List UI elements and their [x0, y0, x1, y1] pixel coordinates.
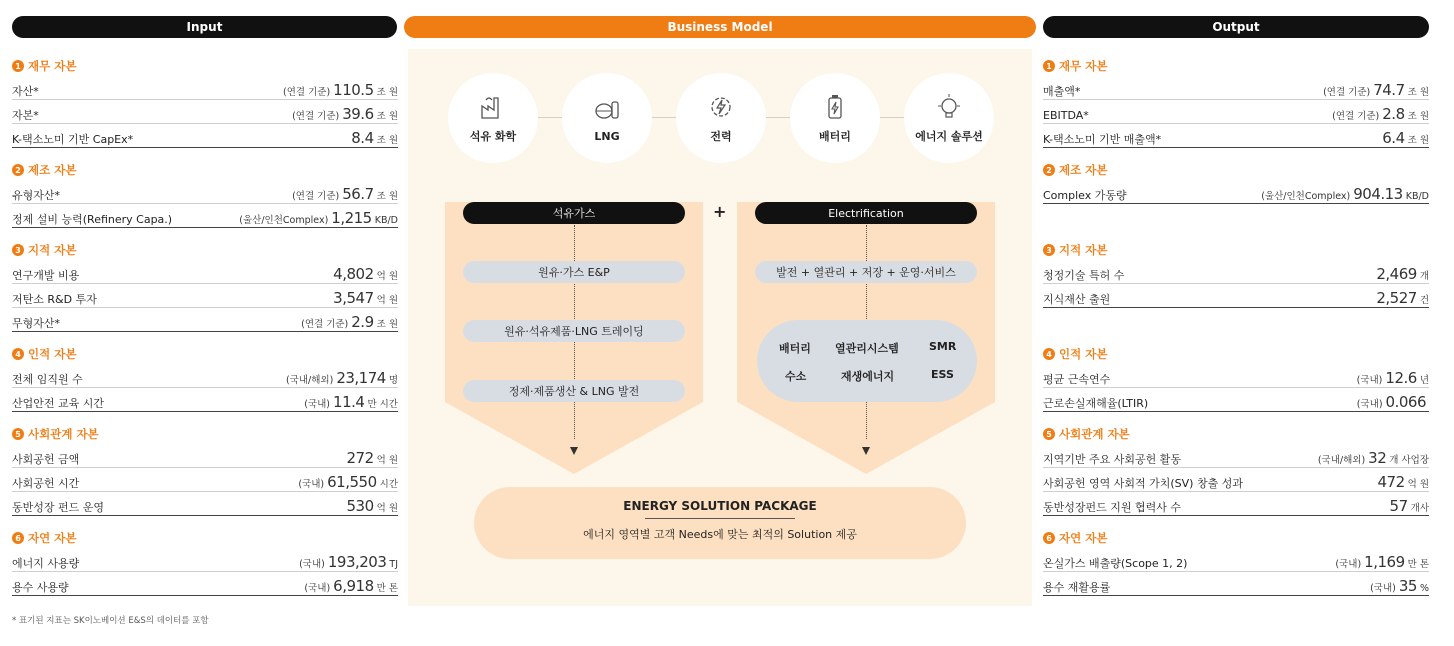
metric-qualifier: (연결 기준) [1332, 111, 1380, 122]
metric-label: 사회공헌 영역 사회적 가치(SV) 창출 성과 [1043, 477, 1243, 490]
metric-row [12, 308, 398, 332]
section-number-badge: 2 [12, 164, 24, 176]
capital-section [12, 528, 398, 596]
metric-label: K-택소노미 기반 CapEx* [12, 133, 134, 146]
metric-unit: 조 원 [376, 87, 398, 98]
tech-item: ESS [931, 368, 954, 381]
section-number-badge: 6 [1043, 532, 1055, 544]
metric-unit: 만 톤 [1407, 559, 1429, 570]
metric-value: 1,215 [331, 209, 372, 227]
metric-value-group [1357, 369, 1429, 387]
section-number-badge: 4 [1043, 348, 1055, 360]
metric-value-group [1374, 473, 1429, 491]
metric-row [1043, 364, 1429, 388]
metric-value: 12.6 [1385, 369, 1417, 387]
metric-label: 지식재산 출원 [1043, 293, 1111, 306]
metric-label: 연구개발 비용 [12, 269, 80, 282]
metric-qualifier: (연결 기준) [292, 191, 340, 202]
metric-row [1043, 388, 1429, 412]
metric-unit: 억 원 [376, 271, 398, 282]
arrow-down-icon [570, 447, 578, 455]
metric-label: 정제 설비 능력(Refinery Capa.) [12, 213, 173, 226]
metric-qualifier: (국내/해외) [1317, 455, 1366, 466]
circle-label: 석유 화학 [469, 130, 517, 143]
metric-row [12, 572, 398, 596]
metric-qualifier: (국내) [1370, 583, 1396, 594]
arrow-down-icon [862, 447, 870, 455]
metric-unit: KB/D [374, 215, 398, 226]
metric-value: 0.066 [1385, 393, 1426, 411]
circle-label: LNG [594, 129, 620, 143]
section-title-text: 지적 자본 [28, 243, 77, 257]
metric-row [1043, 492, 1429, 516]
section-title-text: 자연 자본 [1059, 531, 1108, 545]
section-title [12, 240, 398, 260]
metric-unit: 개 사업장 [1389, 455, 1429, 466]
lightbulb-icon [934, 92, 964, 122]
metric-value-group [301, 313, 398, 331]
metric-value: 472 [1377, 473, 1405, 491]
metric-value: 61,550 [327, 473, 377, 491]
metric-value: 2.9 [351, 313, 374, 331]
section-title [12, 344, 398, 364]
metric-unit: % [1419, 583, 1429, 594]
metric-value: 1,169 [1364, 553, 1405, 571]
metric-unit: 만 시간 [367, 399, 398, 410]
section-number-badge: 6 [12, 532, 24, 544]
metric-value: 23,174 [336, 369, 386, 387]
business-model-header: Business Model [404, 16, 1036, 38]
metric-unit: KB/D [1405, 191, 1429, 202]
metric-value: 6,918 [333, 577, 374, 595]
step-ep: 원유·가스 E&P [463, 261, 685, 283]
metric-qualifier: (국내) [1335, 559, 1362, 570]
capital-section [1043, 344, 1429, 412]
section-number-badge: 1 [12, 60, 24, 72]
metric-value: 110.5 [333, 81, 374, 99]
metric-unit: 억 원 [376, 503, 398, 514]
metric-label: 청정기술 특허 수 [1043, 269, 1125, 282]
metric-unit: 개 [1419, 271, 1429, 282]
metric-row [12, 204, 398, 228]
metric-row [1043, 548, 1429, 572]
metric-unit: 명 [388, 375, 398, 386]
metric-unit: 억 원 [376, 295, 398, 306]
metric-label: 자본* [12, 109, 39, 122]
section-title [1043, 528, 1429, 548]
circle-label: 배터리 [819, 130, 851, 143]
metric-row [12, 492, 398, 516]
factory-icon [478, 92, 508, 122]
lng-tank-icon [592, 94, 622, 124]
metric-label: 사회공헌 금액 [12, 453, 80, 466]
circle-label: 에너지 솔루션 [915, 130, 983, 143]
metric-qualifier: (연결 기준) [301, 319, 349, 330]
metric-value-group [299, 553, 398, 571]
metric-row [12, 284, 398, 308]
footnote: * 표기된 지표는 SK이노베이션 E&S의 데이터를 포함 [12, 616, 209, 626]
metric-value: 57 [1389, 497, 1408, 515]
plus-sign: + [713, 202, 727, 221]
step-refining: 정제·제품생산 & LNG 발전 [463, 380, 685, 402]
circle-energy-solution [904, 73, 994, 163]
metric-label: 전체 임직원 수 [12, 373, 83, 386]
metric-unit: 건 [1419, 295, 1429, 306]
section-title [12, 160, 398, 180]
metric-unit: 억 원 [376, 455, 398, 466]
section-title [1043, 160, 1429, 180]
metric-value: 2,469 [1376, 265, 1417, 283]
package-divider [645, 518, 795, 519]
section-title-text: 사회관계 자본 [28, 427, 99, 441]
metric-row [12, 388, 398, 412]
metric-qualifier: (울산/인천Complex) [1261, 191, 1351, 202]
section-number-badge: 1 [1043, 60, 1055, 72]
metric-value: 4,802 [333, 265, 374, 283]
section-title-text: 지적 자본 [1059, 243, 1108, 257]
metric-label: Complex 가동량 [1043, 189, 1127, 202]
metric-unit: 조 원 [376, 135, 398, 146]
circle-power [676, 73, 766, 163]
metric-row [1043, 100, 1429, 124]
metric-qualifier: (국내) [299, 559, 325, 570]
metric-label: 동반성장 펀드 운영 [12, 501, 105, 514]
metric-row [12, 76, 398, 100]
metric-value-group [1318, 449, 1429, 467]
section-title-text: 재무 자본 [28, 59, 77, 73]
section-title [1043, 240, 1429, 260]
section-title-text: 인적 자본 [1059, 347, 1108, 361]
section-title-text: 제조 자본 [1059, 163, 1108, 177]
metric-qualifier: (연결 기준) [283, 87, 331, 98]
metric-value: 530 [346, 497, 374, 515]
tech-item: 열관리시스템 [835, 342, 899, 355]
metric-value-group [343, 497, 398, 515]
metric-value: 39.6 [342, 105, 374, 123]
battery-icon [820, 92, 850, 122]
metric-unit: 년 [1419, 375, 1429, 386]
metric-value-group [298, 473, 398, 491]
metric-value-group [1373, 265, 1429, 283]
metric-value: 32 [1368, 449, 1387, 467]
tech-item: 수소 [785, 370, 807, 383]
metric-row [12, 468, 398, 492]
tech-item: SMR [929, 340, 957, 353]
capital-section [1043, 240, 1429, 308]
metric-row [1043, 572, 1429, 596]
metric-value: 2.8 [1382, 105, 1405, 123]
section-title-text: 사회관계 자본 [1059, 427, 1130, 441]
section-title [1043, 56, 1429, 76]
metric-value-group [1261, 185, 1429, 203]
circle-lng [562, 73, 652, 163]
metric-value-group [304, 577, 398, 595]
metric-row [1043, 444, 1429, 468]
power-gear-icon [706, 92, 736, 122]
section-title [12, 56, 398, 76]
metric-qualifier: (연결 기준) [1323, 87, 1371, 98]
metric-value-group [1373, 289, 1429, 307]
metric-value-group [304, 393, 398, 411]
section-title [12, 424, 398, 444]
metric-value-group [348, 129, 398, 147]
tech-item: 재생에너지 [841, 370, 895, 383]
metric-row [1043, 180, 1429, 204]
capital-section [1043, 56, 1429, 148]
metric-value: 3,547 [333, 289, 374, 307]
capital-section [12, 160, 398, 228]
tech-item: 배터리 [779, 342, 811, 355]
metric-label: 근로손실재해율(LTIR) [1043, 397, 1149, 410]
metric-value-group [1323, 81, 1429, 99]
metric-value-group [330, 289, 398, 307]
metric-value-group [239, 209, 398, 227]
energy-solution-package [474, 487, 966, 559]
metric-unit: 조 원 [1407, 135, 1429, 146]
electrification-title: Electrification [755, 202, 977, 224]
metric-row [12, 260, 398, 284]
metric-unit: 조 원 [376, 191, 398, 202]
metric-label: 용수 사용량 [12, 581, 69, 594]
metric-label: 에너지 사용량 [12, 557, 80, 570]
business-model-panel [408, 49, 1032, 606]
metric-unit: 조 원 [376, 111, 398, 122]
metric-qualifier: (국내) [1356, 375, 1383, 386]
metric-label: 용수 재활용률 [1043, 581, 1111, 594]
section-title-text: 인적 자본 [28, 347, 77, 361]
metric-qualifier: (국내) [304, 399, 331, 410]
section-title [1043, 344, 1429, 364]
metric-value-group [1387, 497, 1429, 515]
metric-unit: 시간 [379, 479, 398, 490]
section-number-badge: 5 [1043, 428, 1055, 440]
metric-value-group [343, 449, 398, 467]
metric-unit: TJ [389, 559, 398, 570]
metric-qualifier: (연결 기준) [292, 111, 340, 122]
metric-value-group [283, 81, 398, 99]
capital-section [1043, 424, 1429, 516]
metric-qualifier: (국내) [298, 479, 325, 490]
section-title-text: 재무 자본 [1059, 59, 1108, 73]
metric-label: 사회공헌 시간 [12, 477, 80, 490]
metric-value-group [292, 185, 398, 203]
metric-value: 8.4 [351, 129, 374, 147]
technology-group [757, 320, 977, 402]
metric-value-group [1335, 553, 1429, 571]
capital-section [12, 424, 398, 516]
metric-value: 6.4 [1382, 129, 1405, 147]
circle-battery [790, 73, 880, 163]
metric-unit: 개사 [1410, 503, 1429, 514]
section-number-badge: 5 [12, 428, 24, 440]
circle-petrochemical [448, 73, 538, 163]
metric-value: 904.13 [1353, 185, 1403, 203]
metric-row [12, 548, 398, 572]
metric-row [1043, 284, 1429, 308]
metric-label: 평균 근속연수 [1043, 373, 1111, 386]
input-column [12, 56, 398, 596]
metric-unit: 조 원 [1407, 111, 1429, 122]
metric-label: K-택소노미 기반 매출액* [1043, 133, 1162, 146]
metric-value: 74.7 [1373, 81, 1405, 99]
section-number-badge: 4 [12, 348, 24, 360]
metric-label: EBITDA* [1043, 109, 1089, 122]
metric-row [12, 180, 398, 204]
oil-gas-title: 석유가스 [463, 202, 685, 224]
metric-row [12, 364, 398, 388]
package-title: ENERGY SOLUTION PACKAGE [623, 499, 817, 513]
metric-row [12, 444, 398, 468]
input-header: Input [12, 16, 397, 38]
metric-value-group [1357, 393, 1429, 411]
section-title [12, 528, 398, 548]
capital-section [1043, 160, 1429, 204]
metric-unit: 만 톤 [376, 583, 398, 594]
metric-value-group [1370, 577, 1429, 595]
metric-row [1043, 468, 1429, 492]
step-trading: 원유·석유제품·LNG 트레이딩 [463, 320, 685, 342]
metric-row [12, 124, 398, 148]
metric-label: 저탄소 R&D 투자 [12, 293, 97, 306]
metric-unit: 조 원 [1407, 87, 1429, 98]
metric-value-group [330, 265, 398, 283]
metric-value: 2,527 [1376, 289, 1417, 307]
step-generation-service: 발전 + 열관리 + 저장 + 운영·서비스 [755, 261, 977, 283]
metric-row [1043, 76, 1429, 100]
capital-section [1043, 528, 1429, 596]
metric-qualifier: (국내) [1356, 399, 1383, 410]
metric-value-group [1332, 105, 1429, 123]
capital-section [12, 240, 398, 332]
circle-label: 전력 [710, 130, 732, 143]
package-subtitle: 에너지 영역별 고객 Needs에 맞는 최적의 Solution 제공 [583, 528, 857, 541]
metric-label: 유형자산* [12, 189, 61, 202]
metric-value: 272 [346, 449, 374, 467]
metric-qualifier: (국내) [304, 583, 331, 594]
section-title [1043, 424, 1429, 444]
metric-value: 193,203 [327, 553, 387, 571]
metric-label: 매출액* [1043, 85, 1081, 98]
capital-section [12, 344, 398, 412]
output-header: Output [1043, 16, 1429, 38]
metric-value-group [286, 369, 398, 387]
section-number-badge: 3 [1043, 244, 1055, 256]
section-title-text: 제조 자본 [28, 163, 77, 177]
section-title-text: 자연 자본 [28, 531, 77, 545]
metric-label: 지역기반 주요 사회공헌 활동 [1043, 453, 1182, 466]
metric-value: 56.7 [342, 185, 374, 203]
metric-qualifier: (국내/해외) [285, 375, 334, 386]
metric-unit: 조 원 [376, 319, 398, 330]
section-number-badge: 2 [1043, 164, 1055, 176]
output-column [1043, 56, 1429, 596]
metric-label: 무형자산* [12, 317, 61, 330]
metric-row [12, 100, 398, 124]
section-number-badge: 3 [12, 244, 24, 256]
metric-label: 동반성장펀드 지원 협력사 수 [1043, 501, 1182, 514]
capital-section [12, 56, 398, 148]
metric-label: 산업안전 교육 시간 [12, 397, 105, 410]
metric-value-group [292, 105, 398, 123]
metric-value: 35 [1398, 577, 1417, 595]
metric-value-group [1379, 129, 1429, 147]
metric-value: 11.4 [333, 393, 365, 411]
metric-label: 자산* [12, 85, 39, 98]
metric-label: 온실가스 배출량(Scope 1, 2) [1043, 557, 1188, 570]
metric-unit: 억 원 [1407, 479, 1429, 490]
metric-row [1043, 260, 1429, 284]
metric-qualifier: (울산/인천Complex) [239, 215, 329, 226]
metric-row [1043, 124, 1429, 148]
